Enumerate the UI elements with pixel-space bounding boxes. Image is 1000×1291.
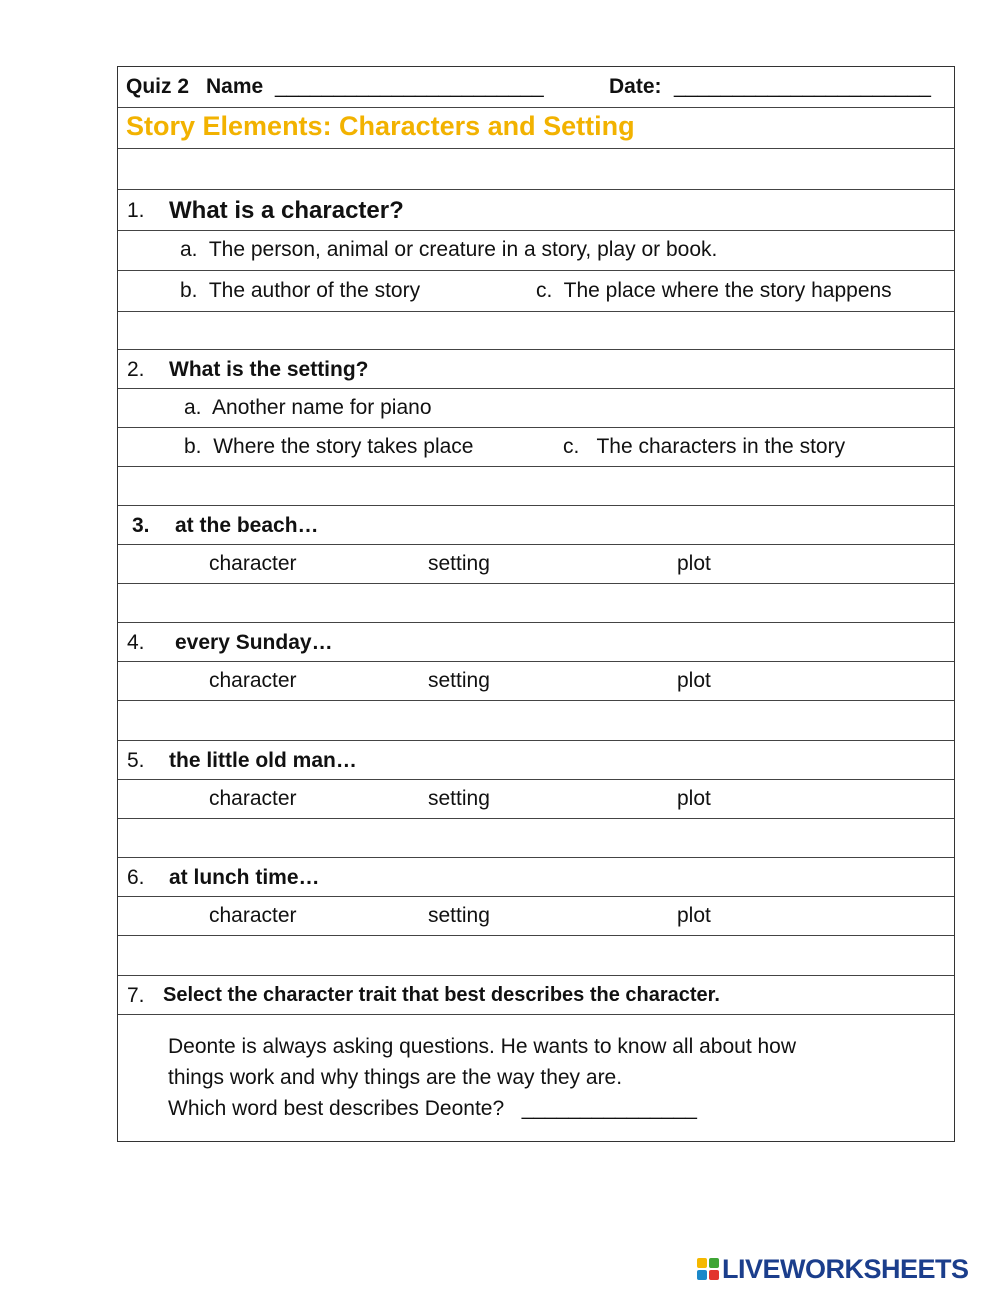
spacer-row — [118, 149, 954, 190]
option-letter: a. — [184, 396, 202, 419]
prompt-text: Which word best describes Deonte? — [168, 1097, 505, 1120]
spacer-row — [118, 312, 954, 350]
choice-plot[interactable]: plot — [677, 787, 711, 810]
option-text: The place where the story happens — [563, 279, 892, 302]
question-6-choices-row — [118, 897, 954, 936]
choice-character[interactable]: character — [209, 552, 297, 575]
question-5-choices-row — [118, 780, 954, 819]
option-text: The author of the story — [208, 279, 421, 302]
option-letter: b. — [184, 435, 202, 458]
choice-setting[interactable]: setting — [428, 904, 490, 927]
spacer-row — [118, 701, 954, 741]
choice-character[interactable]: character — [209, 669, 297, 692]
question-1-row — [118, 190, 954, 231]
option-text: Where the story takes place — [213, 435, 474, 458]
option-a[interactable] — [184, 396, 432, 420]
logo-text: LIVEWORKSHEETS — [722, 1253, 969, 1284]
header-row — [118, 67, 954, 108]
question-number: 4. — [127, 631, 145, 654]
question-number: 1. — [127, 199, 145, 222]
option-c[interactable] — [536, 279, 892, 303]
question-1-option-bc-row — [118, 271, 954, 312]
option-text: The person, animal or creature in a story, play or book. — [208, 238, 718, 261]
choice-setting[interactable]: setting — [428, 669, 490, 692]
question-3-choices-row — [118, 545, 954, 584]
spacer-row — [118, 936, 954, 976]
question-number: 2. — [127, 358, 145, 381]
logo-square — [697, 1270, 707, 1280]
page-title: Story Elements: Characters and Setting — [126, 111, 635, 141]
name-field[interactable]: _______________________ — [275, 75, 544, 98]
spacer-row — [118, 819, 954, 858]
passage-line: things work and why things are the way they are. — [168, 1066, 623, 1089]
question-number: 7. — [127, 984, 145, 1007]
question-4-choices-row — [118, 662, 954, 701]
question-text: the little old man… — [169, 749, 357, 772]
question-2-option-a-row — [118, 389, 954, 428]
question-4-row — [118, 623, 954, 662]
choice-character[interactable]: character — [209, 904, 297, 927]
question-number: 5. — [127, 749, 145, 772]
question-number: 6. — [127, 866, 145, 889]
question-7-row — [118, 976, 954, 1015]
logo-square — [709, 1258, 719, 1268]
option-c[interactable] — [563, 435, 845, 459]
option-b[interactable] — [184, 435, 473, 459]
question-text: at the beach… — [175, 514, 319, 537]
liveworksheets-logo — [697, 1254, 969, 1284]
date-label: Date: — [609, 75, 662, 98]
choice-setting[interactable]: setting — [428, 787, 490, 810]
question-text: Select the character trait that best describes the character. — [163, 984, 720, 1006]
spacer-row — [118, 467, 954, 506]
passage-prompt — [168, 1093, 938, 1124]
option-b[interactable] — [180, 279, 420, 303]
choice-plot[interactable]: plot — [677, 904, 711, 927]
name-label: Name — [206, 75, 264, 98]
option-letter: c. — [536, 279, 553, 302]
worksheet — [117, 66, 955, 1142]
logo-grid-icon — [697, 1258, 719, 1280]
option-a[interactable] — [180, 238, 717, 262]
question-2-option-bc-row — [118, 428, 954, 467]
option-text: The characters in the story — [596, 435, 846, 458]
option-letter: b. — [180, 279, 198, 302]
question-text: at lunch time… — [169, 866, 320, 889]
question-3-row — [118, 506, 954, 545]
choice-plot[interactable]: plot — [677, 552, 711, 575]
question-text: What is a character? — [169, 197, 404, 224]
option-letter: a. — [180, 238, 198, 261]
quiz-label: Quiz 2 — [126, 75, 190, 98]
question-6-row — [118, 858, 954, 897]
question-2-row — [118, 350, 954, 389]
option-letter: c. — [563, 435, 580, 458]
option-text: Another name for piano — [212, 396, 432, 419]
choice-character[interactable]: character — [209, 787, 297, 810]
spacer-row — [118, 584, 954, 623]
question-text: What is the setting? — [169, 358, 369, 381]
passage-line: Deonte is always asking questions. He wants to know all about how — [168, 1035, 797, 1058]
title-row — [118, 108, 954, 149]
question-5-row — [118, 741, 954, 780]
question-text: every Sunday… — [175, 631, 333, 654]
choice-plot[interactable]: plot — [677, 669, 711, 692]
logo-square — [697, 1258, 707, 1268]
question-number: 3. — [132, 514, 150, 537]
question-1-option-a-row — [118, 231, 954, 271]
logo-square — [709, 1270, 719, 1280]
answer-field[interactable]: _______________ — [521, 1097, 697, 1120]
choice-setting[interactable]: setting — [428, 552, 490, 575]
date-field[interactable]: ______________________ — [674, 75, 931, 98]
question-7-passage — [118, 1015, 954, 1143]
